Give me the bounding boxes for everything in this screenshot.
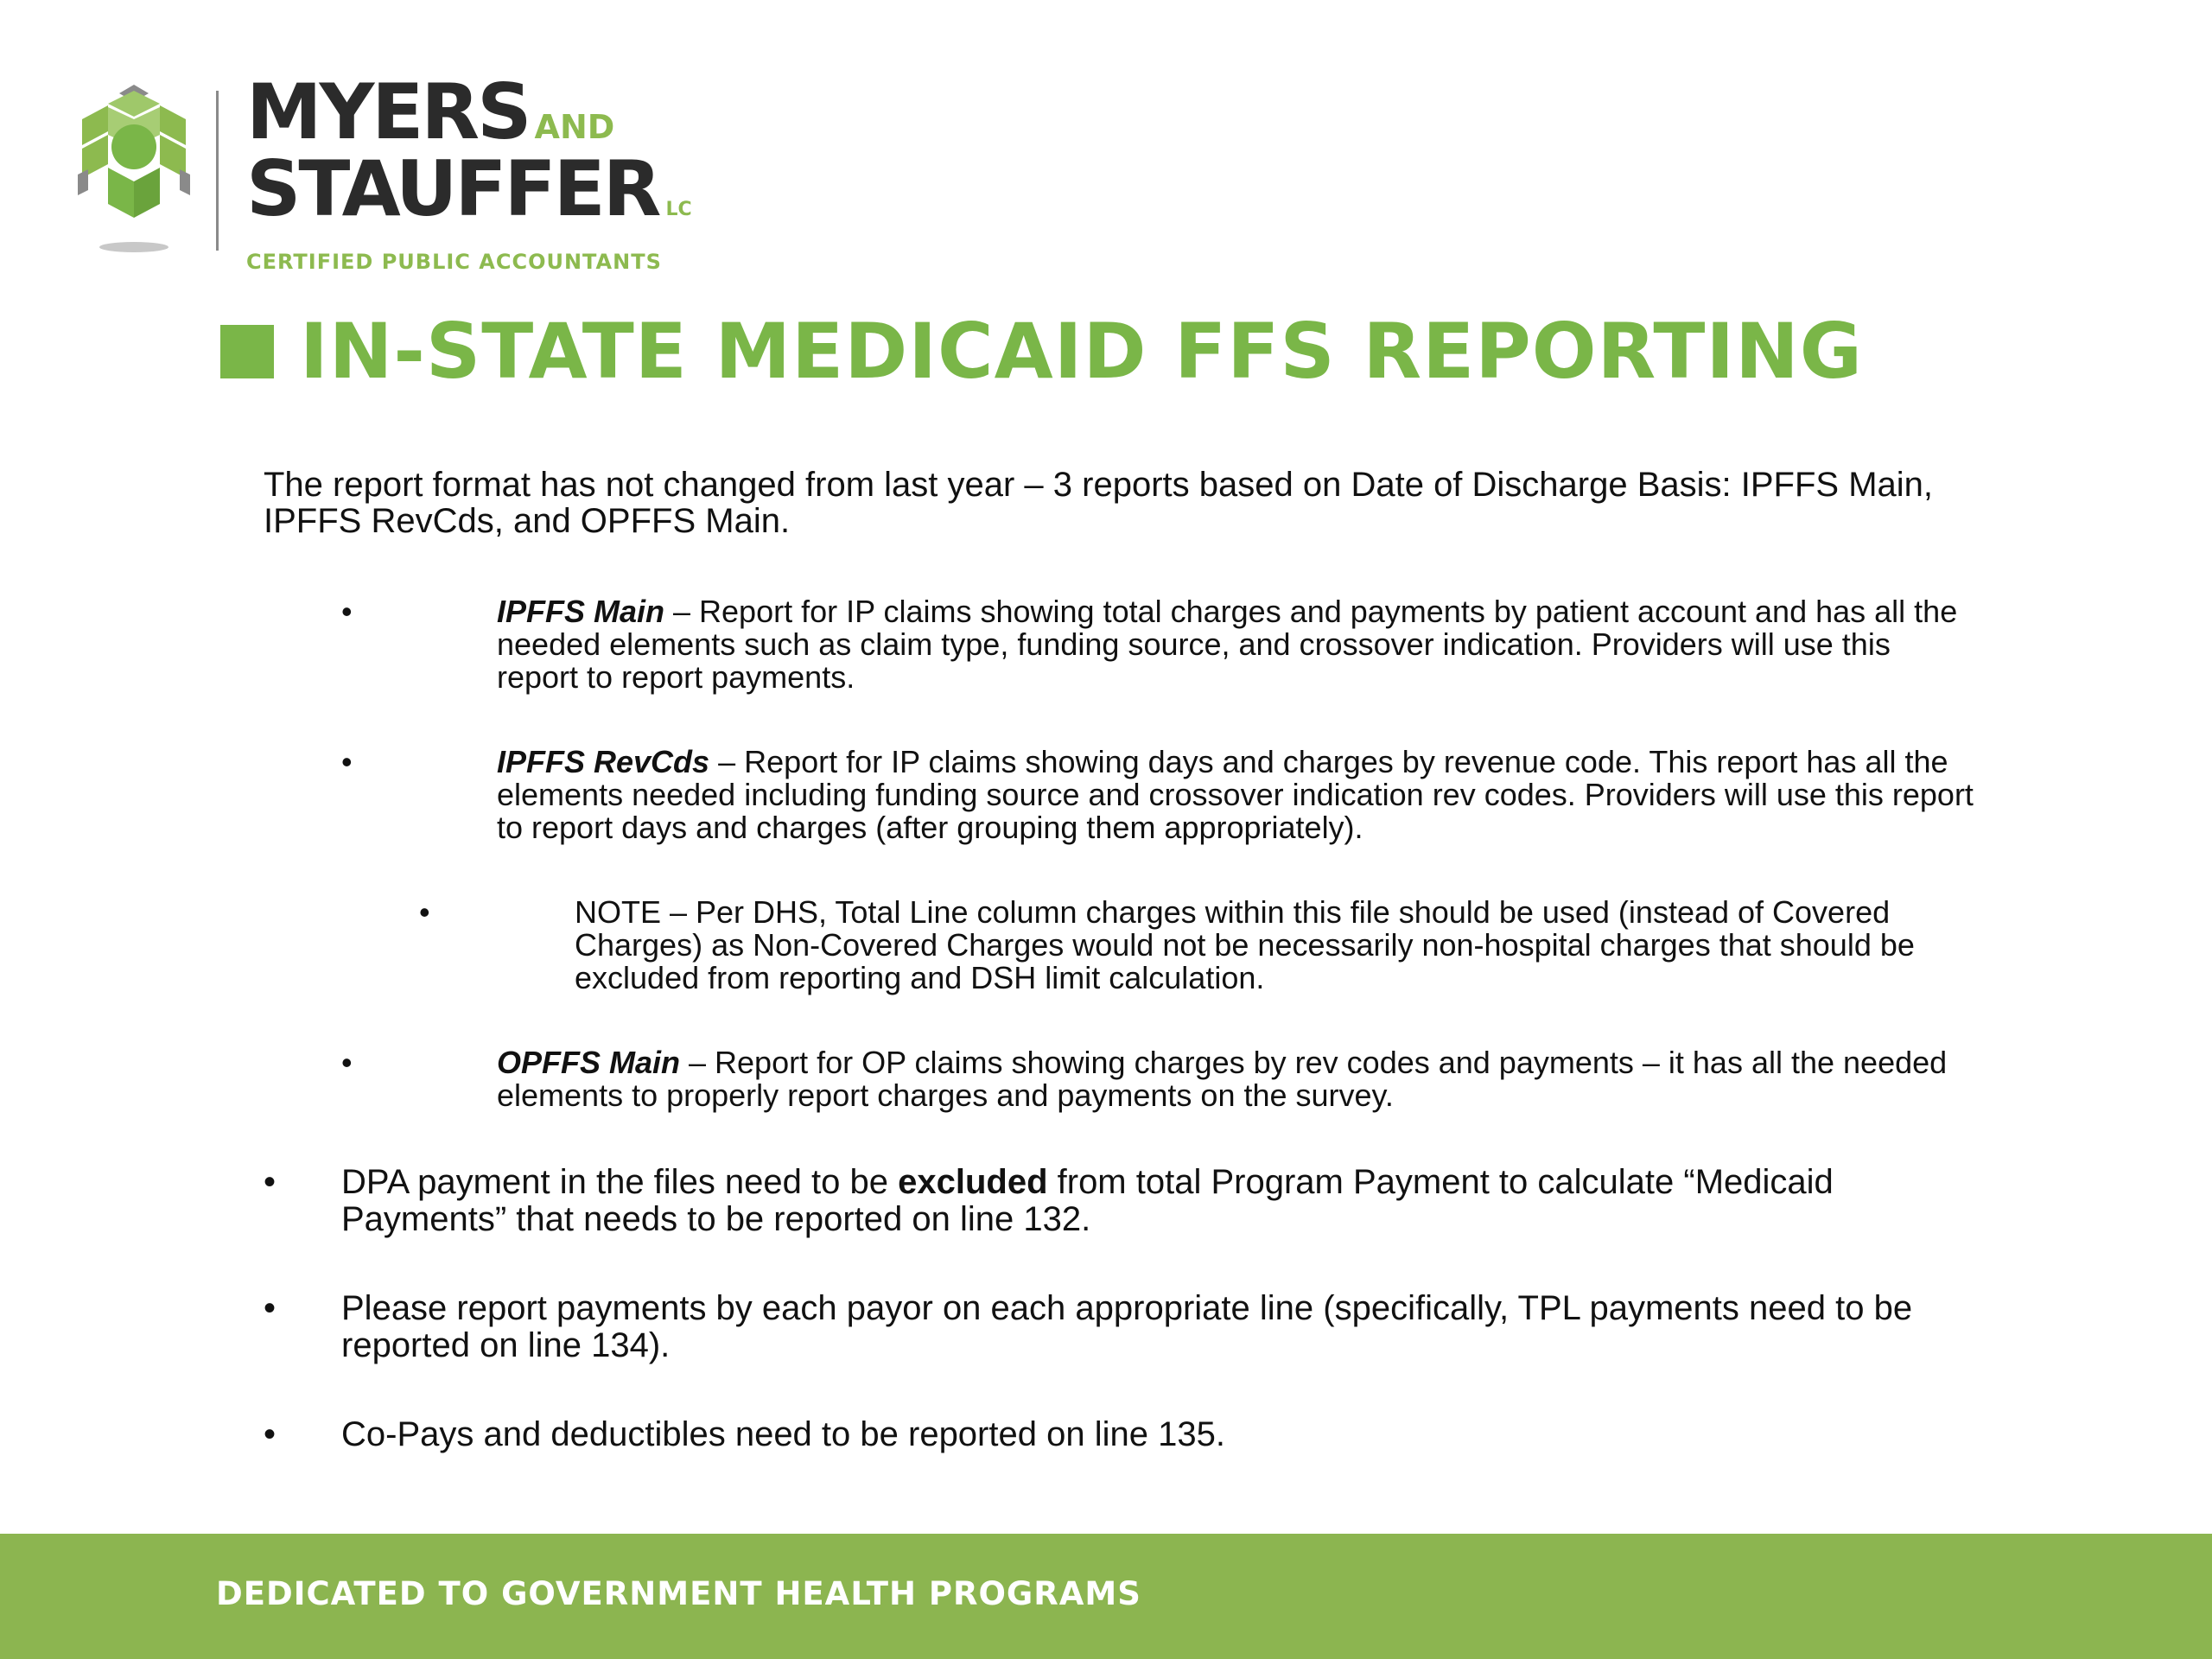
bullet-payor bbox=[264, 1290, 1974, 1364]
logo-lc: LC bbox=[665, 199, 692, 220]
logo-myers: MYERS bbox=[246, 67, 530, 156]
company-logo bbox=[69, 67, 692, 274]
logo-stauffer: STAUFFER bbox=[246, 144, 659, 233]
slide-body bbox=[264, 467, 1974, 1505]
cube-logo-icon bbox=[69, 78, 199, 259]
note-text: NOTE – Per DHS, Total Line column charges within this file should be used (instead of Covered Charges) as Non-Covered Charges would not be necessarily non-hospital charges that should be excluded from reporting and DSH limit calculation. bbox=[575, 894, 1915, 995]
copays-text: Co-Pays and deductibles need to be reported on line 135. bbox=[341, 1415, 1225, 1453]
logo-wordmark bbox=[246, 67, 692, 274]
report-term: IPFFS Main bbox=[497, 594, 665, 629]
bullet-dpa-payment bbox=[264, 1164, 1974, 1238]
logo-divider bbox=[216, 91, 219, 251]
bullet-dot: • bbox=[419, 894, 430, 930]
footer-tagline: DEDICATED TO GOVERNMENT HEALTH PROGRAMS bbox=[216, 1575, 1141, 1612]
bullet-dot: • bbox=[341, 1045, 353, 1080]
title-bar bbox=[220, 307, 1863, 396]
dpa-text-emphasis: excluded bbox=[898, 1163, 1048, 1201]
logo-and: AND bbox=[534, 108, 615, 146]
bullet-copays bbox=[264, 1416, 1974, 1453]
bullet-dot: • bbox=[264, 1415, 276, 1453]
bullet-dot: • bbox=[264, 1289, 276, 1327]
report-description: – Report for IP claims showing total charges and payments by patient account and has all the needed elements such as claim type, funding source, and crossover indication. Providers will use this report to report payments. bbox=[497, 594, 1958, 695]
bullet-ipffs-main bbox=[341, 595, 1974, 694]
logo-tagline: CERTIFIED PUBLIC ACCOUNTANTS bbox=[246, 250, 662, 274]
bullet-opffs-main bbox=[341, 1046, 1974, 1112]
bullet-dot: • bbox=[341, 744, 353, 779]
page-title: IN-STATE MEDICAID FFS REPORTING bbox=[300, 307, 1864, 396]
footer-band bbox=[0, 1534, 2212, 1659]
title-square-icon bbox=[220, 325, 274, 378]
report-term: IPFFS RevCds bbox=[497, 744, 710, 779]
dpa-text-before: DPA payment in the files need to be bbox=[341, 1163, 899, 1201]
bullet-ipffs-revcds bbox=[341, 746, 1974, 844]
bullet-note bbox=[419, 896, 1974, 995]
report-description: – Report for OP claims showing charges by rev codes and payments – it has all the needed elements to properly report charges and payments on the survey. bbox=[497, 1045, 1948, 1113]
report-description: – Report for IP claims showing days and charges by revenue code. This report has all the elements needed including funding source and crossover indication rev codes. Providers will use this report to report days and charges (after grouping them appropriately). bbox=[497, 744, 1974, 845]
intro-paragraph: The report format has not changed from last year – 3 reports based on Date of Discharge Basis: IPFFS Main, IPFFS RevCds, and OPFFS Main. bbox=[264, 466, 1934, 540]
payor-text: Please report payments by each payor on each appropriate line (specifically, TPL payments need to be reported on line 134). bbox=[341, 1289, 1913, 1364]
dpa-text-after: from total Program Payment to calculate “Medicaid Payments” that needs to be reported on line 132. bbox=[341, 1163, 1834, 1238]
bullet-dot: • bbox=[341, 594, 353, 629]
bullet-dot: • bbox=[264, 1163, 276, 1201]
report-term: OPFFS Main bbox=[497, 1045, 681, 1080]
